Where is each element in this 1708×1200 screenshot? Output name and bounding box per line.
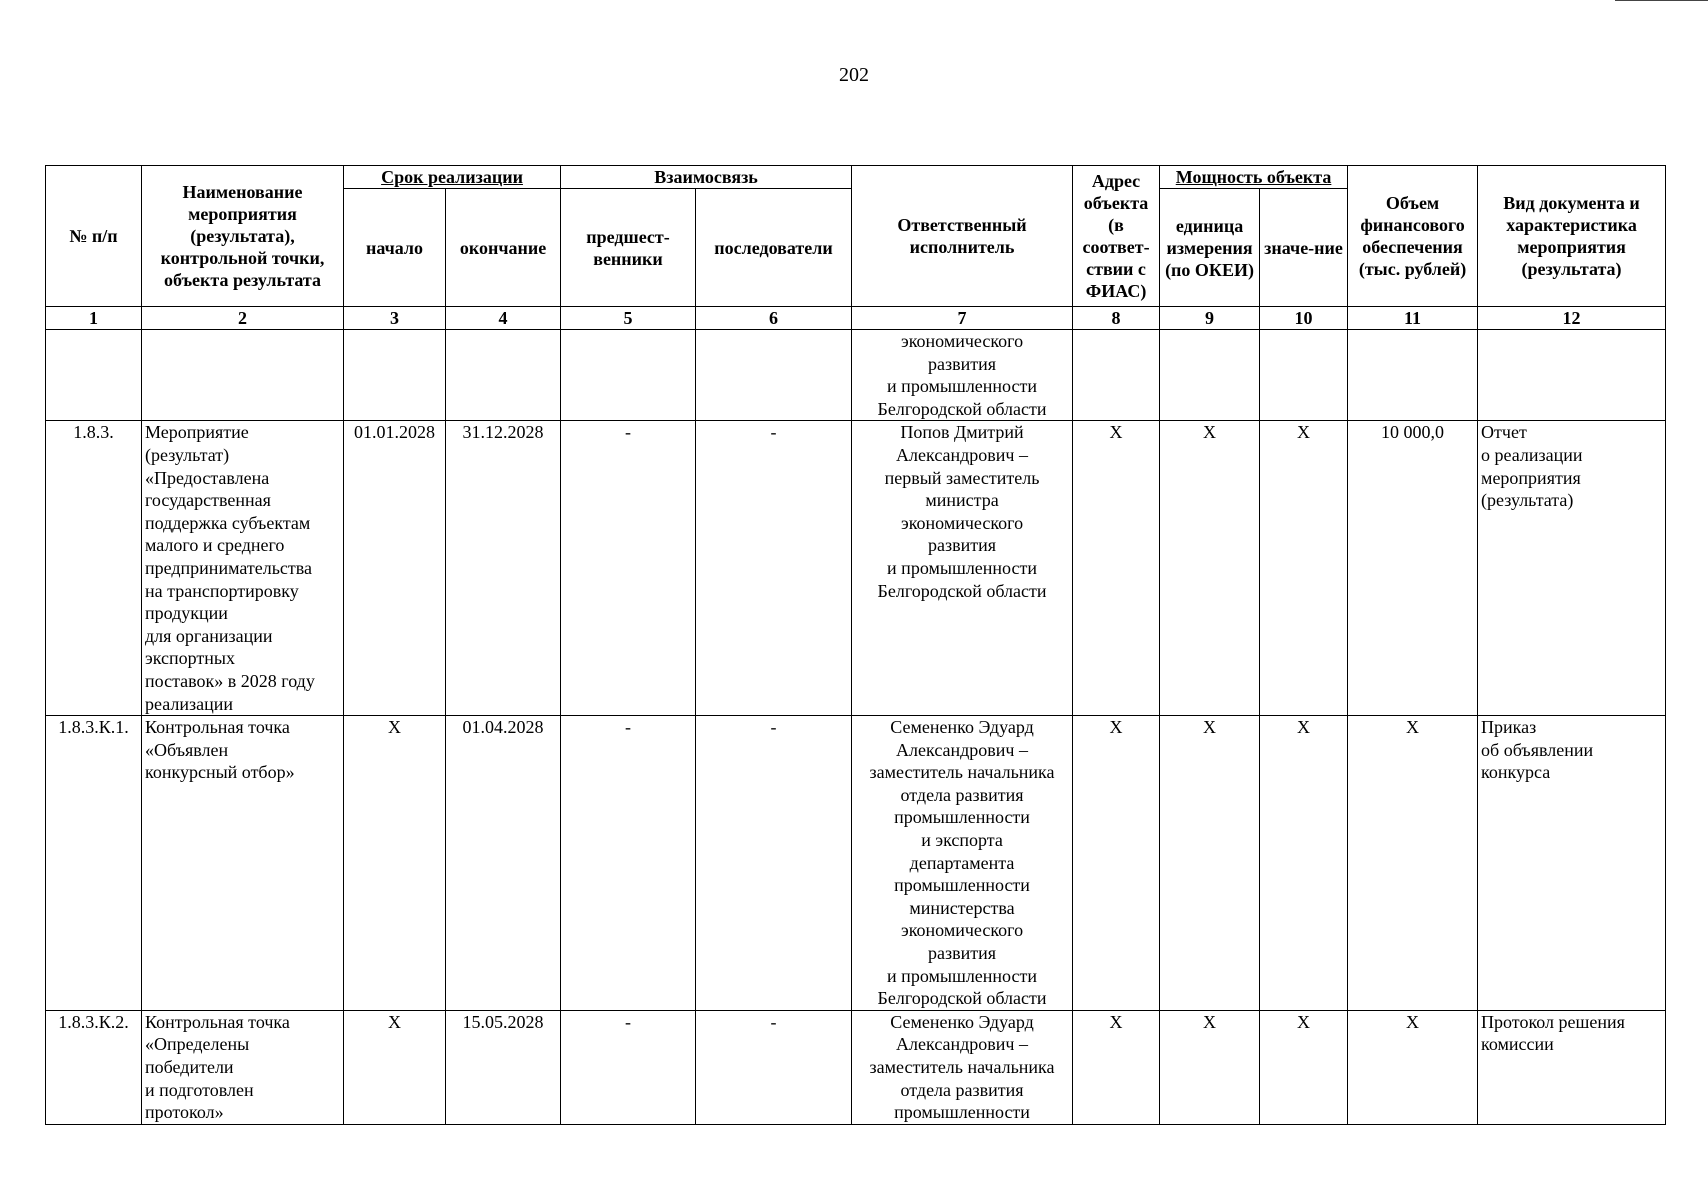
column-number: 11 [1348, 307, 1478, 330]
cell-unit: X [1160, 1010, 1260, 1124]
header-period: Срок реализации [344, 166, 561, 189]
cell-value: X [1260, 716, 1348, 1011]
cell-value [1260, 330, 1348, 421]
cell-value: X [1260, 1010, 1348, 1124]
cell-responsible: Попов Дмитрий Александрович – первый заместитель министра экономического развития и промышленности Белгородской области [852, 421, 1073, 716]
header-period-start: начало [344, 189, 446, 307]
cell-succ [696, 330, 852, 421]
cell-pred: - [561, 421, 696, 716]
cell-name: Контрольная точка «Объявлен конкурсный отбор» [142, 716, 344, 1011]
column-number: 12 [1478, 307, 1666, 330]
cell-pred: - [561, 1010, 696, 1124]
header-row-1 [46, 166, 1666, 189]
column-number: 4 [446, 307, 561, 330]
column-number: 1 [46, 307, 142, 330]
cell-responsible: Семененко Эдуард Александрович – заместитель начальника отдела развития промышленности [852, 1010, 1073, 1124]
cell-num: 1.8.3.К.2. [46, 1010, 142, 1124]
cell-start: 01.01.2028 [344, 421, 446, 716]
cell-end: 01.04.2028 [446, 716, 561, 1011]
header-name: Наименование мероприятия (результата), контрольной точки, объекта результата [142, 166, 344, 307]
header-link-succ: последователи [696, 189, 852, 307]
cell-num: 1.8.3.К.1. [46, 716, 142, 1011]
header-doc: Вид документа и характеристика мероприятия (результата) [1478, 166, 1666, 307]
cell-address: X [1073, 1010, 1160, 1124]
cell-start [344, 330, 446, 421]
cell-pred: - [561, 716, 696, 1011]
cell-address: X [1073, 716, 1160, 1011]
header-responsible: Ответственный исполнитель [852, 166, 1073, 307]
cell-finance: X [1348, 1010, 1478, 1124]
column-number: 7 [852, 307, 1073, 330]
column-number: 2 [142, 307, 344, 330]
header-finance: Объем финансового обеспечения (тыс. рублей) [1348, 166, 1478, 307]
cell-name: Контрольная точка «Определены победители и подготовлен протокол» [142, 1010, 344, 1124]
header-capacity: Мощность объекта [1160, 166, 1348, 189]
table-row-1-8-3 [46, 421, 1666, 716]
cell-address: X [1073, 421, 1160, 716]
cell-responsible: экономического развития и промышленности Белгородской области [852, 330, 1073, 421]
column-number-row [46, 307, 1666, 330]
column-number: 9 [1160, 307, 1260, 330]
cell-doc [1478, 330, 1666, 421]
header-period-end: окончание [446, 189, 561, 307]
cell-name: Мероприятие (результат) «Предоставлена государственная поддержка субъектам малого и среднего предпринимательства на транспортировку продукции для организации экспортных поставок» в 2028 году реализации [142, 421, 344, 716]
cell-finance [1348, 330, 1478, 421]
page-number: 202 [839, 64, 869, 86]
cell-pred [561, 330, 696, 421]
table-row-1-8-3-k-1 [46, 716, 1666, 1011]
cell-responsible: Семененко Эдуард Александрович – заместитель начальника отдела развития промышленности и экспорта департамента промышленности министерства экономического развития и промышленности Белгородской области [852, 716, 1073, 1011]
cell-unit: X [1160, 716, 1260, 1011]
cell-start: X [344, 1010, 446, 1124]
cell-address [1073, 330, 1160, 421]
cell-doc: Протокол решения комиссии [1478, 1010, 1666, 1124]
cell-end: 31.12.2028 [446, 421, 561, 716]
column-number: 10 [1260, 307, 1348, 330]
column-number: 8 [1073, 307, 1160, 330]
top-rule [1615, 0, 1708, 1]
table-row-continuation [46, 330, 1666, 421]
column-number: 3 [344, 307, 446, 330]
cell-doc: Приказ об объявлении конкурса [1478, 716, 1666, 1011]
cell-succ: - [696, 716, 852, 1011]
cell-num: 1.8.3. [46, 421, 142, 716]
cell-succ: - [696, 1010, 852, 1124]
cell-finance: 10 000,0 [1348, 421, 1478, 716]
cell-name [142, 330, 344, 421]
header-address: Адрес объекта (в соответ-ствии с ФИАС) [1073, 166, 1160, 307]
plan-table [45, 165, 1666, 1125]
cell-num [46, 330, 142, 421]
table-row-1-8-3-k-2 [46, 1010, 1666, 1124]
cell-value: X [1260, 421, 1348, 716]
cell-finance: X [1348, 716, 1478, 1011]
header-num: № п/п [46, 166, 142, 307]
column-number: 5 [561, 307, 696, 330]
column-number: 6 [696, 307, 852, 330]
header-cap-unit: единица измерения (по ОКЕИ) [1160, 189, 1260, 307]
cell-unit [1160, 330, 1260, 421]
header-link: Взаимосвязь [561, 166, 852, 189]
cell-doc: Отчет о реализации мероприятия (результата) [1478, 421, 1666, 716]
header-cap-value: значе-ние [1260, 189, 1348, 307]
cell-end: 15.05.2028 [446, 1010, 561, 1124]
cell-end [446, 330, 561, 421]
cell-start: X [344, 716, 446, 1011]
cell-succ: - [696, 421, 852, 716]
cell-unit: X [1160, 421, 1260, 716]
header-link-pred: предшест-венники [561, 189, 696, 307]
